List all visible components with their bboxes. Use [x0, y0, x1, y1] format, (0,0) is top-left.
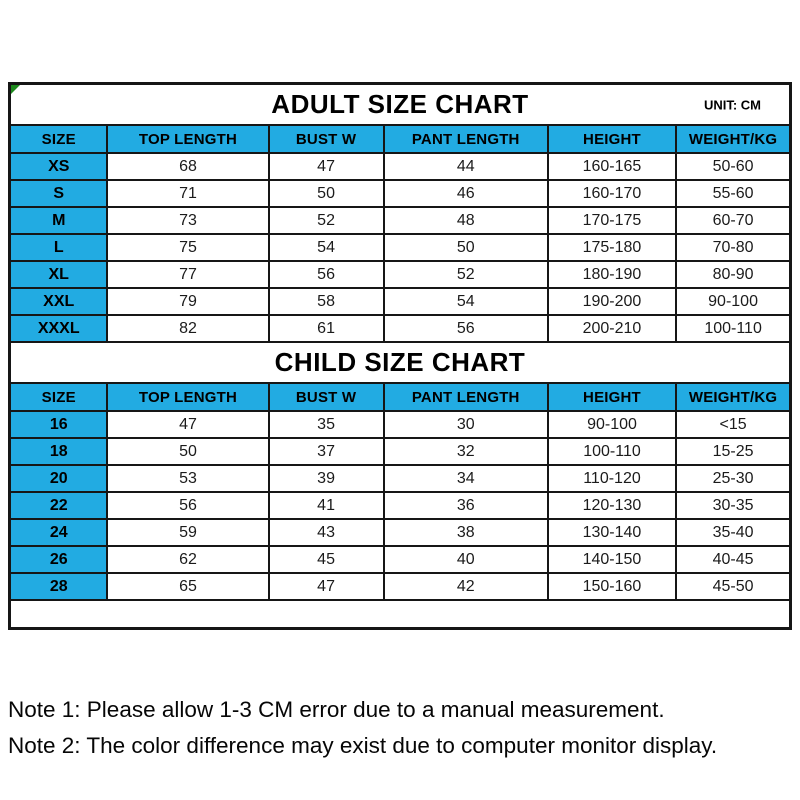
column-header: BUST W [269, 126, 384, 153]
size-cell: L [11, 234, 107, 261]
value-cell: 82 [107, 315, 268, 342]
value-cell: 80-90 [676, 261, 789, 288]
table-row [11, 261, 789, 288]
value-cell: 120-130 [548, 492, 676, 519]
value-cell: 54 [384, 288, 548, 315]
unit-label: UNIT: CM [703, 97, 761, 112]
table-row [11, 207, 789, 234]
value-cell: 56 [384, 315, 548, 342]
value-cell: 77 [107, 261, 268, 288]
adult-size-table [11, 126, 789, 343]
value-cell: 43 [269, 519, 384, 546]
value-cell: 68 [107, 153, 268, 180]
table-row [11, 411, 789, 438]
value-cell: 50 [384, 234, 548, 261]
size-cell: XXXL [11, 315, 107, 342]
value-cell: <15 [676, 411, 789, 438]
table-row [11, 546, 789, 573]
value-cell: 40 [384, 546, 548, 573]
value-cell: 90-100 [548, 411, 676, 438]
value-cell: 56 [107, 492, 268, 519]
value-cell: 175-180 [548, 234, 676, 261]
value-cell: 140-150 [548, 546, 676, 573]
value-cell: 30 [384, 411, 548, 438]
value-cell: 46 [384, 180, 548, 207]
value-cell: 160-170 [548, 180, 676, 207]
value-cell: 59 [107, 519, 268, 546]
value-cell: 100-110 [548, 438, 676, 465]
table-row [11, 465, 789, 492]
value-cell: 25-30 [676, 465, 789, 492]
value-cell: 62 [107, 546, 268, 573]
value-cell: 150-160 [548, 573, 676, 600]
empty-filler-row [11, 601, 789, 627]
value-cell: 170-175 [548, 207, 676, 234]
column-header: PANT LENGTH [384, 384, 548, 411]
adult-header-row [11, 126, 789, 153]
size-cell: 26 [11, 546, 107, 573]
column-header: PANT LENGTH [384, 126, 548, 153]
value-cell: 130-140 [548, 519, 676, 546]
value-cell: 35 [269, 411, 384, 438]
value-cell: 47 [107, 411, 268, 438]
table-row [11, 288, 789, 315]
value-cell: 60-70 [676, 207, 789, 234]
table-row [11, 492, 789, 519]
table-row [11, 519, 789, 546]
value-cell: 160-165 [548, 153, 676, 180]
child-size-table [11, 384, 789, 601]
value-cell: 73 [107, 207, 268, 234]
value-cell: 50 [107, 438, 268, 465]
value-cell: 35-40 [676, 519, 789, 546]
value-cell: 71 [107, 180, 268, 207]
child-chart-title-row [11, 343, 789, 384]
value-cell: 180-190 [548, 261, 676, 288]
value-cell: 34 [384, 465, 548, 492]
value-cell: 40-45 [676, 546, 789, 573]
value-cell: 44 [384, 153, 548, 180]
note-2: Note 2: The color difference may exist due to computer monitor display. [8, 733, 718, 758]
value-cell: 41 [269, 492, 384, 519]
column-header: SIZE [11, 384, 107, 411]
value-cell: 55-60 [676, 180, 789, 207]
size-chart-table [8, 82, 792, 630]
value-cell: 45 [269, 546, 384, 573]
value-cell: 30-35 [676, 492, 789, 519]
size-cell: M [11, 207, 107, 234]
child-chart-title: CHILD SIZE CHART [274, 347, 526, 377]
column-header: TOP LENGTH [107, 126, 268, 153]
value-cell: 75 [107, 234, 268, 261]
table-row [11, 153, 789, 180]
value-cell: 61 [269, 315, 384, 342]
adult-chart-title-row [11, 85, 789, 126]
size-cell: 18 [11, 438, 107, 465]
value-cell: 52 [384, 261, 548, 288]
size-cell: S [11, 180, 107, 207]
value-cell: 37 [269, 438, 384, 465]
value-cell: 32 [384, 438, 548, 465]
value-cell: 65 [107, 573, 268, 600]
value-cell: 50 [269, 180, 384, 207]
value-cell: 90-100 [676, 288, 789, 315]
size-cell: 20 [11, 465, 107, 492]
column-header: HEIGHT [548, 126, 676, 153]
table-row [11, 180, 789, 207]
size-cell: 16 [11, 411, 107, 438]
value-cell: 39 [269, 465, 384, 492]
value-cell: 52 [269, 207, 384, 234]
value-cell: 47 [269, 573, 384, 600]
value-cell: 38 [384, 519, 548, 546]
column-header: TOP LENGTH [107, 384, 268, 411]
value-cell: 200-210 [548, 315, 676, 342]
value-cell: 50-60 [676, 153, 789, 180]
value-cell: 58 [269, 288, 384, 315]
value-cell: 100-110 [676, 315, 789, 342]
column-header: HEIGHT [548, 384, 676, 411]
value-cell: 110-120 [548, 465, 676, 492]
value-cell: 79 [107, 288, 268, 315]
value-cell: 36 [384, 492, 548, 519]
column-header: WEIGHT/KG [676, 384, 789, 411]
size-cell: XXL [11, 288, 107, 315]
adult-chart-title: ADULT SIZE CHART [271, 89, 529, 119]
value-cell: 53 [107, 465, 268, 492]
value-cell: 56 [269, 261, 384, 288]
note-1: Note 1: Please allow 1-3 CM error due to a manual measurement. [8, 697, 665, 722]
value-cell: 54 [269, 234, 384, 261]
value-cell: 45-50 [676, 573, 789, 600]
column-header: WEIGHT/KG [676, 126, 789, 153]
table-row [11, 573, 789, 600]
child-header-row [11, 384, 789, 411]
column-header: BUST W [269, 384, 384, 411]
value-cell: 47 [269, 153, 384, 180]
value-cell: 15-25 [676, 438, 789, 465]
value-cell: 48 [384, 207, 548, 234]
size-cell: 24 [11, 519, 107, 546]
value-cell: 42 [384, 573, 548, 600]
notes-section [8, 692, 792, 764]
size-cell: 28 [11, 573, 107, 600]
value-cell: 70-80 [676, 234, 789, 261]
size-cell: 22 [11, 492, 107, 519]
value-cell: 190-200 [548, 288, 676, 315]
column-header: SIZE [11, 126, 107, 153]
size-cell: XS [11, 153, 107, 180]
table-row [11, 234, 789, 261]
table-row [11, 315, 789, 342]
size-cell: XL [11, 261, 107, 288]
table-row [11, 438, 789, 465]
